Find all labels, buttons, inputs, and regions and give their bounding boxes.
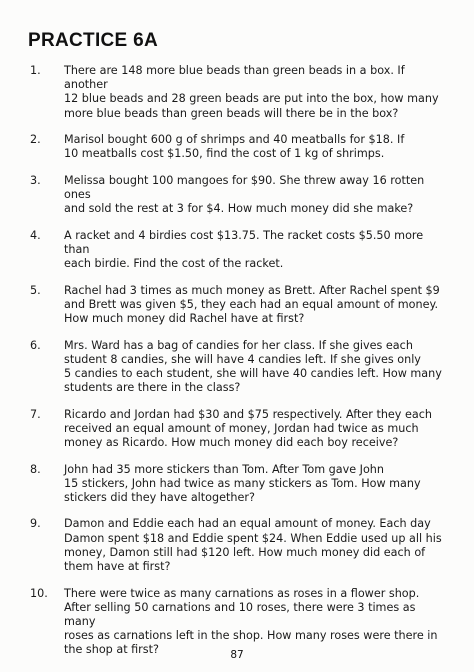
problem-number: 1. [30, 64, 41, 77]
problem-text: Melissa bought 100 mangoes for $90. She threw away 16 rotten ones and sold the rest at 3 for $4. How much money did she make? [64, 173, 425, 216]
problem-number: 3. [30, 173, 41, 187]
problem-2 [28, 133, 448, 161]
problem-number: 9. [30, 517, 41, 531]
problem-10 [28, 587, 448, 658]
problem-7 [28, 408, 448, 451]
problem-3 [28, 174, 448, 217]
problem-list [28, 64, 448, 670]
problem-9 [28, 517, 448, 574]
problem-text: Mrs. Ward has a bag of candies for her class. If she gives each student 8 candies, she will have 4 candies left. If she gives only 5 candies to each student, she will have 40 candies left. How many students are there in the class? [64, 338, 442, 395]
problem-6 [28, 339, 448, 396]
problem-text: Ricardo and Jordan had $30 and $75 respectively. After they each received an equal amount of money, Jordan had twice as much money as Ricardo. How much money did each boy receive? [64, 407, 432, 450]
problem-5 [28, 284, 448, 327]
problem-text: Damon and Eddie each had an equal amount of money. Each day Damon spent $18 and Eddie spent $24. When Eddie used up all his money, Damon still had $120 left. How much money did each of them have at first? [64, 517, 442, 574]
problem-text: John had 35 more stickers than Tom. After Tom gave John 15 stickers, John had twice as many stickers as Tom. How many stickers did they have altogether? [64, 462, 421, 504]
problem-number: 6. [30, 338, 41, 352]
problem-text: There are 148 more blue beads than green beads in a box. If another 12 blue beads and 28 green beads are put into the box, how many more blue beads than green beads will there be in the box? [64, 64, 439, 120]
problem-8 [28, 463, 448, 506]
problem-text: Marisol bought 600 g of shrimps and 40 meatballs for $18. If 10 meatballs cost $1.50, find the cost of 1 kg of shrimps. [64, 133, 405, 161]
problem-number: 5. [30, 283, 41, 297]
problem-4 [28, 229, 448, 272]
problem-number: 8. [30, 462, 41, 476]
problem-number: 10. [30, 586, 48, 600]
problem-number: 2. [30, 133, 41, 147]
problem-number: 7. [30, 407, 41, 421]
problem-text: A racket and 4 birdies cost $13.75. The racket costs $5.50 more than each birdie. Find the cost of the racket. [64, 228, 424, 271]
page-title: PRACTICE 6A [28, 30, 158, 51]
problem-text: Rachel had 3 times as much money as Brett. After Rachel spent $9 and Brett was given $5, they each had an equal amount of money. How much money did Rachel have at first? [64, 283, 440, 326]
problem-text: There were twice as many carnations as roses in a flower shop. After selling 50 carnations and 10 roses, there were 3 times as many roses as carnations left in the shop. How many roses were there in the shop at first? [64, 586, 438, 657]
page-number: 87 [230, 649, 244, 661]
problem-1 [28, 64, 448, 121]
problem-number: 4. [30, 228, 41, 242]
